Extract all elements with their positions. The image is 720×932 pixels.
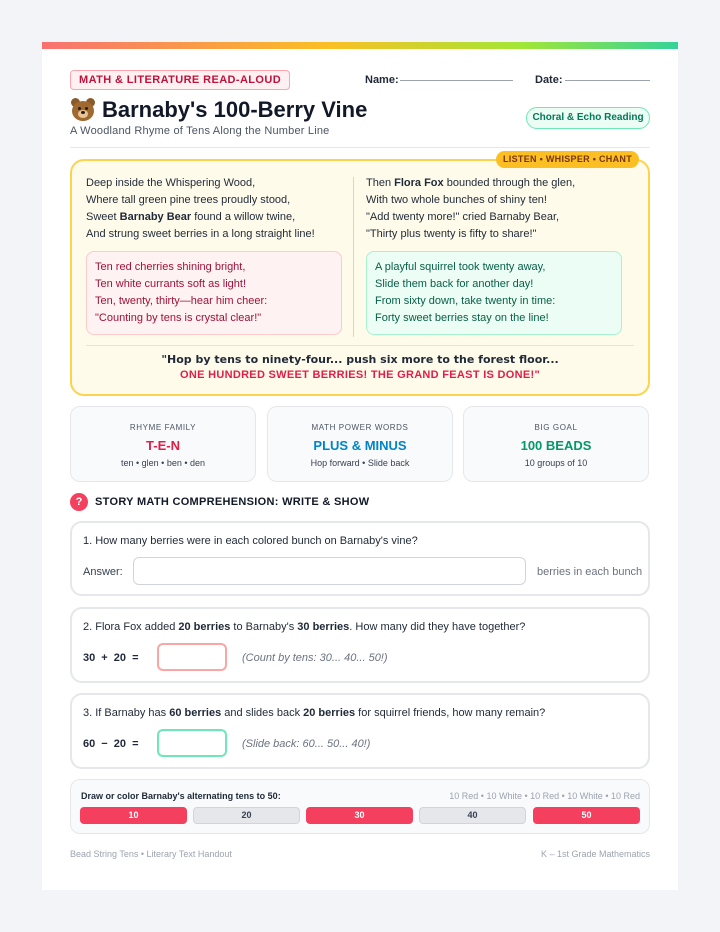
poem-line: "Counting by tens is crystal clear!": [95, 312, 262, 324]
question-text: 2. Flora Fox added 20 berries to Barnaby's 30 berries. How many did they have together?: [83, 621, 526, 633]
rainbow-top-bar: [42, 42, 678, 49]
equation: 60 − 20 =: [83, 738, 139, 750]
section-title: STORY MATH COMPREHENSION: WRITE & SHOW: [95, 496, 370, 508]
card-sub: 10 groups of 10: [524, 458, 588, 468]
poem-line: Ten, twenty, thirty—hear him cheer:: [95, 295, 268, 307]
name-label: Name:: [365, 74, 399, 86]
poem-line: Deep inside the Whispering Wood,: [86, 177, 256, 189]
page-subtitle: A Woodland Rhyme of Tens Along the Number Line: [70, 125, 330, 137]
bead-color-key: 10 Red • 10 White • 10 Red • 10 White • 10 Red: [449, 791, 640, 801]
poem-line: And strung sweet berries in a long straight line!: [86, 228, 315, 240]
difference-answer-box[interactable]: [157, 729, 227, 757]
character-name: Barnaby Bear: [119, 211, 192, 223]
poem-line: Sweet Barnaby Bear found a willow twine,: [86, 211, 296, 223]
poem-line: Ten white currants soft as light!: [95, 278, 247, 290]
footer-left: Bead String Tens • Literary Text Handout: [70, 849, 232, 859]
bead-group-20[interactable]: 20: [193, 807, 300, 824]
chant-line: "Hop by tens to ninety-four... push six more to the forest floor...: [161, 353, 559, 366]
equation: 30 + 20 =: [83, 652, 139, 664]
column-divider: [353, 177, 354, 337]
poem-line: Slide them back for another day!: [375, 278, 534, 290]
counting-hint: (Count by tens: 30... 40... 50!): [242, 652, 388, 664]
poem-line: With two whole bunches of shiny ten!: [366, 194, 547, 206]
poem-line: "Add twenty more!" cried Barnaby Bear,: [366, 211, 560, 223]
answer-input[interactable]: [133, 557, 526, 585]
card-value: PLUS & MINUS: [313, 438, 407, 453]
poem-line: Where tall green pine trees proudly stood,: [86, 194, 291, 206]
poem-left-column: [86, 175, 344, 243]
chant-divider: [86, 345, 634, 346]
bead-group-40[interactable]: 40: [419, 807, 526, 824]
bead-group-10[interactable]: 10: [80, 807, 187, 824]
date-field[interactable]: [565, 80, 650, 81]
card-label: RHYME FAMILY: [129, 423, 197, 432]
card-value: T-E-N: [146, 438, 180, 453]
title-row: [70, 96, 367, 124]
card-label: BIG GOAL: [534, 423, 578, 432]
bead-instructions: Draw or color Barnaby's alternating tens to 50:: [81, 791, 281, 801]
bead-group-30[interactable]: 30: [306, 807, 413, 824]
question-text: 3. If Barnaby has 60 berries and slides back 20 berries for squirrel friends, how many remain?: [83, 707, 546, 719]
answer-suffix: berries in each bunch: [537, 566, 643, 578]
name-field[interactable]: [400, 80, 513, 81]
rhyme-family-card: [70, 406, 256, 482]
worksheet: [42, 42, 678, 890]
card-sub: ten • glen • ben • den: [120, 458, 205, 468]
big-goal-card: [463, 406, 649, 482]
poem-line: Ten red cherries shining bright,: [95, 261, 246, 273]
reading-style-badge: Choral & Echo Reading: [526, 107, 650, 129]
header-divider: [70, 147, 650, 148]
poem-right-column: [366, 175, 624, 243]
category-tag: MATH & LITERATURE READ-ALOUD: [70, 70, 290, 90]
answer-label: Answer:: [83, 566, 123, 578]
chant-finale: ONE HUNDRED SWEET BERRIES! THE GRAND FEAST IS DONE!": [180, 369, 540, 381]
poem-line: From sixty down, take twenty in time:: [375, 295, 556, 307]
page-title: Barnaby's 100-Berry Vine: [102, 97, 368, 122]
footer-right: K – 1st Grade Mathematics: [540, 849, 650, 859]
summary-cards: [70, 406, 650, 482]
poem-stanza-red: [86, 251, 342, 335]
poem-line: "Thirty plus twenty is fifty to share!": [366, 228, 537, 240]
question-card-3: [70, 693, 650, 769]
poem-tag: LISTEN • WHISPER • CHANT: [496, 151, 639, 168]
question-card-2: [70, 607, 650, 683]
question-card-1: [70, 521, 650, 596]
question-text: 1. How many berries were in each colored bunch on Barnaby's vine?: [83, 535, 418, 547]
bead-string-panel: [70, 779, 650, 834]
section-header: [70, 493, 369, 511]
poem-line: Then Flora Fox bounded through the glen,: [366, 177, 576, 189]
card-value: 100 BEADS: [520, 438, 592, 453]
question-mark-icon: ?: [70, 493, 88, 511]
bead-group-50[interactable]: 50: [533, 807, 640, 824]
math-words-card: [267, 406, 453, 482]
character-name: Flora Fox: [394, 177, 444, 189]
card-label: MATH POWER WORDS: [311, 423, 409, 432]
poem-line: A playful squirrel took twenty away,: [375, 261, 546, 273]
counting-hint: (Slide back: 60... 50... 40!): [242, 738, 371, 750]
card-sub: Hop forward • Slide back: [310, 458, 410, 468]
poem-panel: [70, 154, 650, 396]
poem-line: Forty sweet berries stay on the line!: [375, 312, 549, 324]
date-label: Date:: [535, 74, 563, 86]
bear-icon: [70, 98, 96, 122]
poem-stanza-green: [366, 251, 622, 335]
sum-answer-box[interactable]: [157, 643, 227, 671]
